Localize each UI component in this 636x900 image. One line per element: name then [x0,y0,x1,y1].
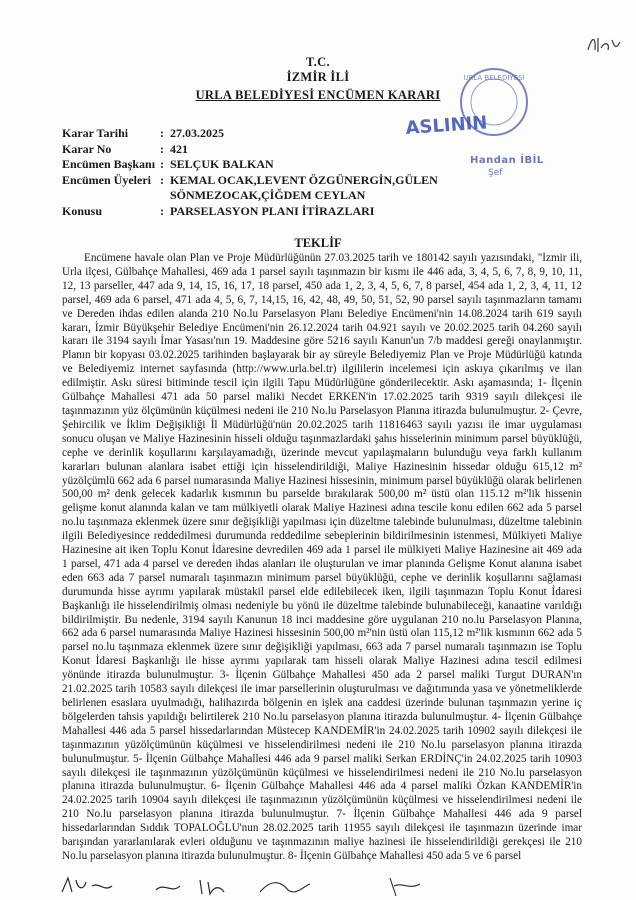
meta-row-number: Karar No : 421 [62,142,482,158]
meta-row-date: Karar Tarihi : 27.03.2025 [62,126,482,142]
meta-value: SELÇUK BALKAN [170,157,274,171]
handwritten-initials [586,32,622,56]
meta-label: Karar No [62,141,112,156]
meta-value: KEMAL OCAK,LEVENT ÖZGÜNERGİN,GÜLEN SÖNMEZOCAK,ÇİĞDEM CEYLAN [170,172,438,202]
body-paragraph: Encümene havale olan Plan ve Proje Müdürlüğünün 27.03.2025 tarih ve 180142 sayılı yazısındaki, "İzmir ili, Urla ilçesi, Gülbahçe Mahallesi, 469 ada 1 parsel sayılı taşınmazın bir kısmı ile 446 ada, 3, 4, 5, 6, 7, 8, 9, 10, 11, 12, 13 parseller, 447 ada 9, 14, 15, 16, 17, 18 parsel, 450 ada 1, 2, 3, 4, 5, 6, 7, 8 parsel, 454 ada 1, 2, 3, 4, 11, 12 parsel, 469 ada 6 parsel, 471 ada 4, 5, 6, 7, 14,15, 16, 42, 48, 49, 50, 51, 52, 90 parsel sayılı taşınmazların tamamı ve Dereden ihdas edilen alanda 210 No.lu Parselasyon Planı Belediye Encümeni'nin 14.08.2024 tarih 619 sayılı kararı, İzmir Büyükşehir Belediye Encümeni'nin 26.12.2024 tarih 04.921 sayılı ve 20.02.2025 tarih 04.260 sayılı kararı ile 3194 sayılı İmar Yasası'nın 19. Maddesine göre 5216 sayılı Kanun'un 7/b maddesi gereği onaylanmıştır. Planın bir kopyası 03.02.2025 tarihinden başlayarak bir ay süreyle Belediyemiz Plan ve Proje Müdürlüğü katında ve Belediyemiz internet sayfasında (http://www.urla.bel.tr) ilgililerin incelemesi için askıya çıkarılmış ve ilan edilmiştir. Askı süresi bitiminde tescil için ilgili Tapu Müdürlüğüne gönderilecektir. Askı aşamasında; 1- İlçenin Gülbahçe Mahallesi 471 ada 50 parsel maliki Necdet ERKEN'in 17.02.2025 tarih 9319 sayılı dilekçesi ile taşınmazının yüz ölçümünün küçülmesi nedeni ile 210 No.lu Parselasyon Planına itirazda bulunulmuştur. 2- Çevre, Şehircilik ve İklim Değişikliği İl Müdürlüğü'nün 20.02.2025 tarih 11816463 sayılı yazısı ile imar uygulaması sonucu oluşan ve Maliye Hazinesinin hisseli olduğu taşınmazlardaki şahıs hisselerinin minimum parsel büyüklüğü, cephe ve derinlik koşullarını karşılayamadığı, üzerinde mevcut yapılaşmaların bulunduğu veya farklı kullanım kararları bulunan alanlara isabet ettiği için hisselendirildiği, Maliye Hazinesinin hissedar olduğu 615,12 m² yüzölçümlü 662 ada 6 parsel numarasında Maliye Hazinesi hissesinin, minimum parsel büyüklüğü olarak belirlenen 500,00 m² denk gelecek kadarlık kısmının bu parselde bırakılarak 500,00 m² üstü olan 115.12 m²'lik hissenin gelişme konut alanında kalan ve tam mülkiyetli olarak Maliye Hazinesi adına tescile konu edilen 662 ada 5 parsel no.lu taşınmaza eklenmek üzere sınır değişikliği yapılması için düzeltme talebinde bulunulması, düzeltme talebinin ilgili Belediyesince reddedilmesi durumunda reddedilme sebeplerinin bildirilmesinin istenmesi, Mülkiyeti Maliye Hazinesine ait iken Toplu Konut İdaresine devredilen 469 ada 1 parsel ile mülkiyeti Maliye Hazinesine ait 469 ada 1 parsel, 471 ada 4 parsel ve dereden ihdas alanları ile oluşturulan ve imar planında Gelişme Konut alanına isabet eden 663 ada 7 parsel numaralı taşınmazın minimum parsel büyüklüğü, cephe ve derinlik koşullarını sağlaması durumunda hisse ayrımı yapılarak müstakil parsel elde edilebilecek iken, ilgili taşınmazın Toplu Konut İdaresi Başkanlığı ile hisselendirilmiş olması nedeniyle bu yönü ile düzeltme talebinde bulunabileceği, kanaatine varıldığı bildirilmiştir. Bu nedenle, 3194 sayılı Kanunun 18 inci maddesine göre uygulanan 210 no.lu Parselasyon Planına, 662 ada 6 parsel numarasında Maliye Hazinesi hissesinin 500,00 m²'nin üstü olan 115,12 m²'lik kısmının 662 ada 5 parsel no.lu taşınmaza eklenmek üzere sınır değişikliği yapılması, 663 ada 7 parsel numaralı taşınmazın ise Toplu Konut İdaresi Başkanlığı ile hisse ayrımı yapılarak tam hisseli olarak Maliye Hazinesi adına tescil edilmesi yönünde itirazda bulunulmuştur. 3- İlçenin Gülbahçe Mahallesi 450 ada 2 parsel maliki Turgut DURAN'ın 21.02.2025 tarih 10583 sayılı dilekçesi ile imar parsellerinin oluşturulması ve dağıtımında yasa ve yönetmeliklerde belirlenen esaslara uyulmadığı, halihazırda bölgenin en işlek ana caddesi üzerinde bulunan taşınmazın yerine iç bölgelerden tahsis yapıldığı belirtilerek 210 No.lu parselasyon planına itirazda bulunulmuştur. 4- İlçenin Gülbahçe Mahallesi 446 ada 5 parsel hissedarlarından Müstecep KANDEMİR'in 24.02.2025 tarih 10902 sayılı dilekçesi ile taşınmazının yüzölçümünün küçülmesi ve hisselendirilmesi nedeni ile 210 No.lu parselasyon planına itirazda bulunulmuştur. 5- İlçenin Gülbahçe Mahallesi 446 ada 9 parsel maliki Serkan ERDİNÇ'in 24.02.2025 tarih 10903 sayılı dilekçesi ile taşınmazının yüzölçümünün küçülmesi ve hisselendirilmesi nedeni ile 210 No.lu parselasyon planına itirazda bulunulmuştur. 6- İlçenin Gülbahçe Mahallesi 446 ada 4 parsel maliki Özkan KANDEMİR'in 24.02.2025 tarih 10904 sayılı dilekçesi ile taşınmazının yüzölçümünün küçülmesi ve hisselendirilmesi nedeni ile 210 No.lu parselasyon planına itirazda bulunulmuştur. 7- İlçenin Gülbahçe Mahallesi 446 ada 9 parsel hissedarlarından Sıddık TOPALOĞLU'nun 28.02.2025 tarih 11955 sayılı dilekçesi ile taşınmazın üzerinde imar barışından yararlanılarak evleri olduğunu ve taşınmazının maliye hazinesi ile hisselendirildiği gerekçesi ile 210 No.lu parselasyon planına itirazda bulunulmuştur. 8- İlçenin Gülbahçe Mahallesi 450 ada 5 ve 6 parsel [62,252,582,862]
decision-meta [62,126,482,219]
header-province: İZMİR İLİ [286,70,350,84]
meta-label: Karar Tarihi [62,126,129,140]
meta-row-subject: Konusu : PARSELASYON PLANI İTİRAZLARI [62,204,482,220]
stamp-main-text: ASLININ [404,112,489,139]
stamp-name: Handan İBİL [470,155,544,166]
meta-label: Encümen Üyeleri [62,172,151,187]
header-tc: T.C. [306,55,330,69]
stamp-ring-text: URLA BELEDİYESİ [463,74,525,82]
meta-label: Konusu [62,203,103,218]
section-title: TEKLİF [294,236,342,250]
meta-row-chair: Encümen Başkanı : SELÇUK BALKAN [62,157,482,173]
meta-row-members: Encümen Üyeleri : KEMAL OCAK,LEVENT ÖZGÜNERGİN,GÜLEN SÖNMEZOCAK,ÇİĞDEM CEYLAN [62,173,482,204]
meta-value: 27.03.2025 [170,126,224,140]
stamp-title: Şef [488,168,503,178]
meta-label: Encümen Başkanı [62,157,156,171]
handwritten-signatures [60,872,580,900]
meta-value: 421 [170,141,188,156]
meta-value: PARSELASYON PLANI İTİRAZLARI [170,203,375,218]
header-title: URLA BELEDİYESİ ENCÜMEN KARARI [195,88,441,102]
